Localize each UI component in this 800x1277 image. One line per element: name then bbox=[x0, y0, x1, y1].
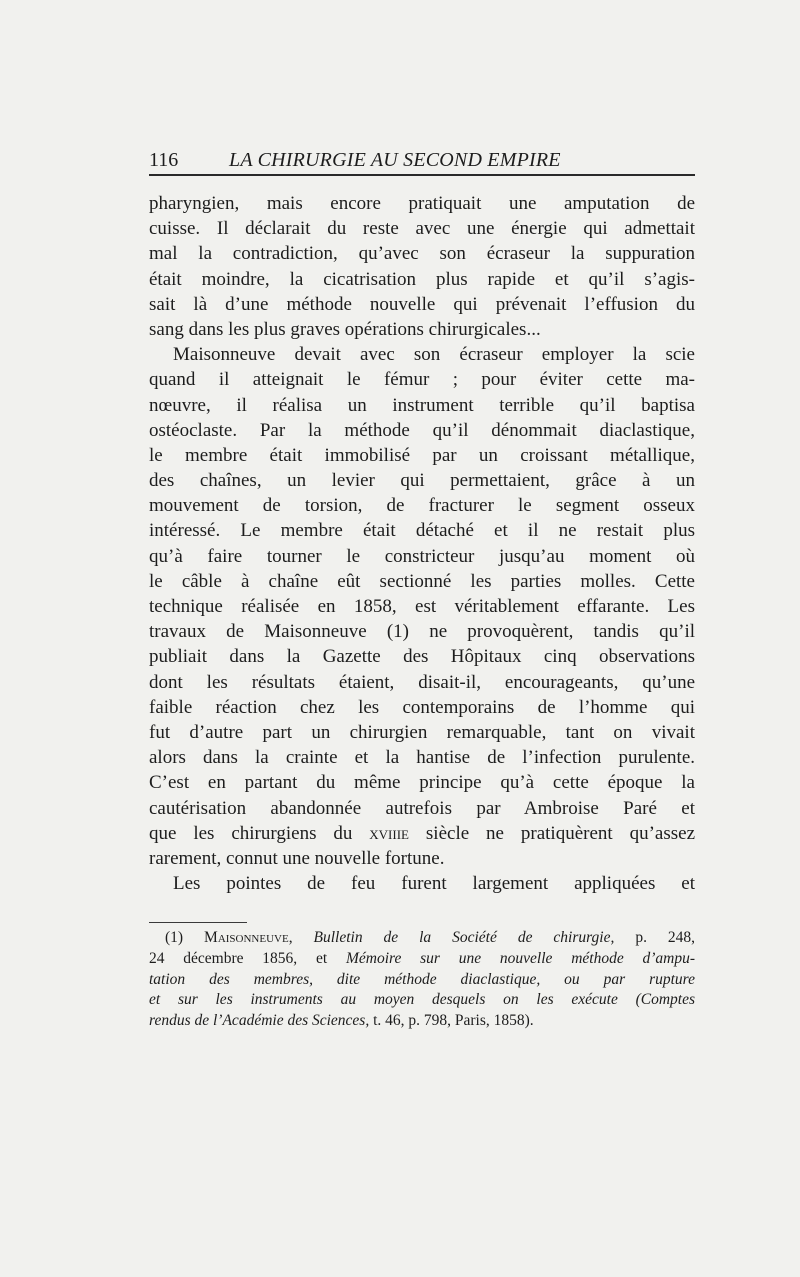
text-line: fut d’autre part un chirurgien remarquable, tant on vivait bbox=[149, 721, 695, 743]
text-line: rarement, connut une nouvelle fortune. bbox=[149, 847, 445, 869]
footnote-line: et sur les instruments au moyen desquels on les exécute (Comptes bbox=[149, 991, 695, 1009]
text-line: intéressé. Le membre était détaché et il ne restait plus bbox=[149, 520, 695, 542]
text-line: publiait dans la Gazette des Hôpitaux cinq observations bbox=[149, 646, 695, 668]
text-segment: que les chirurgiens du bbox=[149, 822, 353, 844]
text-line: cautérisation abandonnée autrefois par Ambroise Paré et bbox=[149, 797, 695, 819]
text-line: mal la contradiction, qu’avec son écraseur la suppuration bbox=[149, 243, 695, 265]
text-line: dont les résultats étaient, disait-il, encourageants, qu’une bbox=[149, 671, 695, 693]
text-line: C’est en partant du même principe qu’à cette époque la bbox=[149, 772, 695, 794]
text-line: Maisonneuve devait avec son écraseur employer la scie bbox=[173, 344, 695, 366]
footnote-reference[interactable]: (1) bbox=[386, 621, 409, 643]
footnote-text: 24 décembre 1856, et bbox=[149, 949, 328, 967]
text-line: mouvement de torsion, de fracturer le segment osseux bbox=[149, 495, 695, 517]
text-line: était moindre, la cicatrisation plus rapide et qu’il s’agis- bbox=[149, 268, 695, 290]
footnote bbox=[149, 928, 695, 1032]
text-line: cuisse. Il déclarait du reste avec une énergie qui admettait bbox=[149, 218, 695, 240]
running-header bbox=[149, 148, 695, 176]
footnote-text: t. 46, p. 798, Paris, 1858). bbox=[373, 1012, 534, 1030]
footnote-line: tation des membres, dite méthode diaclastique, ou par rupture bbox=[149, 970, 695, 988]
footnote-title: rendus de l’Académie des Sciences, bbox=[149, 1012, 370, 1030]
footnote-text: p. 248, bbox=[635, 929, 696, 946]
footnote-divider bbox=[149, 922, 247, 923]
footnote-line bbox=[149, 928, 695, 949]
footnote-line bbox=[149, 949, 695, 970]
century-numeral: xviiie bbox=[369, 822, 409, 844]
text-segment: siècle ne pratiquèrent qu’assez bbox=[425, 822, 696, 844]
text-line: sang dans les plus graves opérations chirurgicales... bbox=[149, 318, 541, 340]
text-line: sait là d’une méthode nouvelle qui prévenait l’effusion du bbox=[149, 293, 695, 315]
footnote-title: Bulletin de la Société de chirurgie, bbox=[313, 929, 615, 946]
footnote-line bbox=[149, 1011, 695, 1032]
footnote-title: Mémoire sur une nouvelle méthode d’ampu- bbox=[345, 949, 696, 967]
text-line: des chaînes, un levier qui permettaient, grâce à un bbox=[149, 470, 695, 492]
text-line: Les pointes de feu furent largement appliquées et bbox=[173, 873, 695, 895]
text-line: nœuvre, il réalisa un instrument terrible qu’il baptisa bbox=[149, 394, 695, 416]
text-line: alors dans la crainte et la hantise de l’infection purulente. bbox=[149, 747, 695, 769]
footnote-author: Maisonneuve, bbox=[204, 929, 293, 946]
page-number: 116 bbox=[149, 149, 179, 171]
text-line: le câble à chaîne eût sectionné les parties molles. Cette bbox=[149, 570, 695, 592]
running-title: LA CHIRURGIE AU SECOND EMPIRE bbox=[229, 149, 561, 171]
text-line: pharyngien, mais encore pratiquait une amputation de bbox=[149, 193, 695, 214]
text-segment: travaux de Maisonneuve bbox=[149, 621, 367, 643]
footnote-marker: (1) bbox=[165, 929, 184, 946]
text-line: quand il atteignait le fémur ; pour éviter cette ma- bbox=[149, 369, 695, 391]
text-line: qu’à faire tourner le constricteur jusqu’au moment où bbox=[149, 545, 695, 567]
text-line bbox=[149, 619, 695, 644]
text-segment: ne provoquèrent, tandis qu’il bbox=[429, 621, 695, 643]
text-line: technique réalisée en 1858, est véritablement effarante. Les bbox=[149, 596, 695, 617]
body-text bbox=[149, 191, 695, 896]
text-line: ostéoclaste. Par la méthode qu’il dénommait diaclastique, bbox=[149, 419, 695, 441]
text-line: faible réaction chez les contemporains de l’homme qui bbox=[149, 696, 695, 718]
text-line bbox=[149, 821, 695, 846]
text-line: le membre était immobilisé par un croissant métallique, bbox=[149, 444, 695, 466]
